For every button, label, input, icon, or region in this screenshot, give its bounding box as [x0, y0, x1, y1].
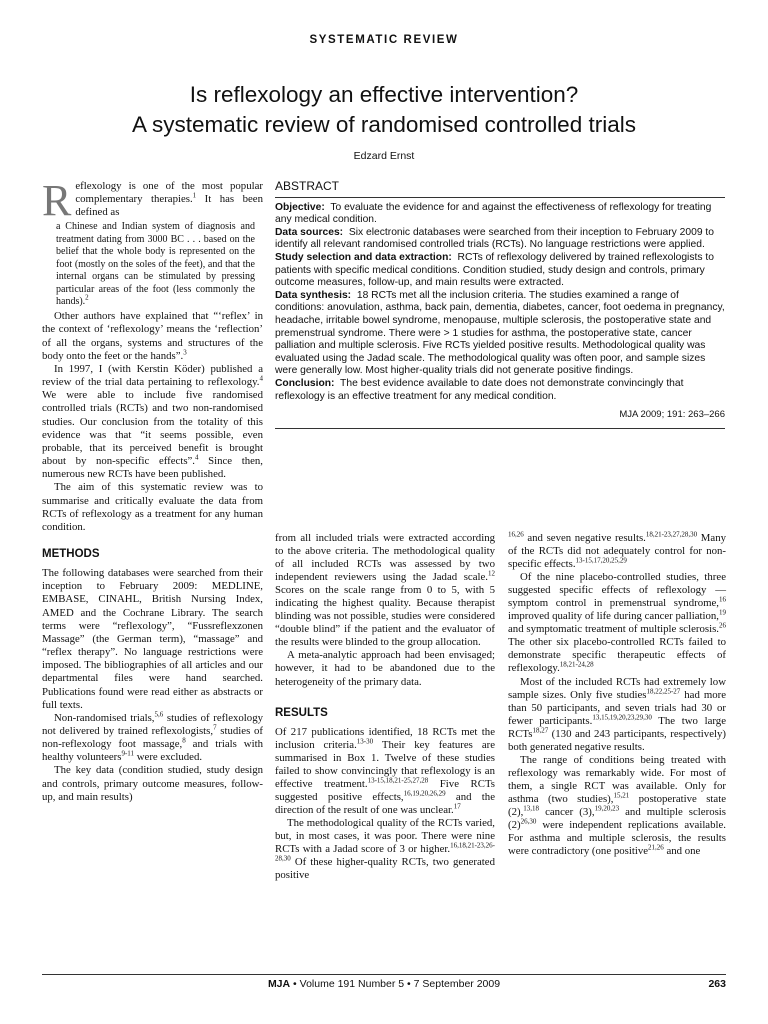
abstract-selection: Study selection and data extraction: RCTs of reflexology delivered by trained reflexologists to patients with specific medical conditions. Condition studied, study design and controls, primary outcome measures, follow-up, and main results were extracted.: [275, 251, 714, 289]
definition-quote: a Chinese and Indian system of diagnosis and treatment dating from 3000 BC . . . based on the belief that the whole body is represented on the foot (mostly on the soles of the feet), and that the internal organs can be stimulated by pressing particular areas of the foot (less commonly the hands).$^2$: [56, 221, 255, 307]
abstract-sources: Data sources: Six electronic databases were searched from their inception to February 2009 to identify all relevant randomised controlled trials (RCTs). No language restrictions were applied.: [275, 226, 715, 251]
results-paragraph-3: Of the nine placebo-controlled studies, three suggested specific effects of reflexology — symptom control in premenstrual syndrome,$^{16}$ improved quality of life during cancer palliation,$^{19}$ and symptomatic treatment of multiple sclerosis.$^{26}$ The other six placebo-controlled RCTs failed to demonstrate specific therapeutic effects of reflexology.$^{18,21-24,28}$: [508, 571, 726, 675]
methods-paragraph-2: Non-randomised trials,$^{5,6}$ studies of reflexology not delivered by trained reflexologists,$^7$ studies of non-reflexology foot massage,$^8$ and trials with healthy volunteers$^{9-11}$ were excluded.: [42, 710, 263, 764]
abstract-heading: ABSTRACT: [275, 179, 340, 193]
title-line-2: A systematic review of randomised controlled trials: [132, 112, 636, 137]
title-line-1: Is reflexology an effective intervention?: [189, 82, 579, 107]
right-column: [508, 532, 726, 858]
methods-paragraph-1: The following databases were searched from their inception to February 2009: MEDLINE, EMBASE, CINAHL, British Nursing Index, AMED and the Cochrane Library. The search terms were “reflexology”, “Fussreflexzonen Massage” (the German term), “massage” and “reflex therapy”. No language restrictions were imposed. The bibliographies of all articles and our departmental files were hand searched. Publications found were read either as abstracts or full texts.: [42, 567, 263, 711]
footer-date: 7 September 2009: [413, 978, 501, 990]
page-number: 263: [708, 978, 726, 990]
results-paragraph-5: The range of conditions being treated with reflexology was remarkably wide. For most of them, a single RCT was available. Only for asthma (two studies),$^{15,21}$ postoperative state (2),$^{13,18}$ cancer (3),$^{19,20,23}$ and multiple sclerosis $(2)^{26,30}$ were independent replications available. For asthma and multiple sclerosis, the results were contradictory (one positive$^{21,26}$ and one: [508, 753, 726, 858]
author-line: Edzard Ernst: [353, 150, 415, 162]
intro-paragraph-2: Other authors have explained that “‘reflex’ in the context of ‘reflexology’ means the ‘reflection’ of all the organs, systems and structures of the body onto the feet or the hands”.$^3$: [42, 310, 263, 362]
footer-journal-info: [0, 978, 768, 990]
footer-rule: [42, 974, 726, 975]
intro-paragraph-4: The aim of this systematic review was to summarise and critically evaluate the data from RCTs of reflexology as a treatment for any human condition.: [42, 481, 263, 533]
abstract-citation: MJA 2009; 191: 263–266: [619, 409, 725, 421]
intro-paragraph-3: In 1997, I (with Kerstin Köder) published a review of the trial data pertaining to reflexology.$^4$ We were able to include five randomised controlled trials (RCTs) and two non-randomised studies. Our conclusion from the totality of this evidence was that “it seems possible, even probable, that its perceived benefit is brought about by non-specific effects”.$^4$ Since then, numerous new RCTs have been published.: [42, 362, 263, 481]
intro-paragraph-1: Reflexology is one of the most popular complementary therapies.$^1$ It has been defined as: [42, 176, 263, 225]
drop-cap: R: [42, 176, 72, 225]
footer-bullet-1: •: [293, 978, 297, 990]
methods-heading: METHODS: [42, 547, 100, 560]
article-title: [0, 80, 768, 140]
results-heading: RESULTS: [275, 706, 328, 719]
footer-bullet-2: •: [407, 978, 411, 990]
abstract-synthesis: Data synthesis: 18 RCTs met all the inclusion criteria. The studies examined a range of conditions: anovulation, asthma, back pain, dementia, diabetes, cancer, foot oedema in pregnancy, headache, irritable bowel syndrome, menopause, multiple sclerosis, the postoperative state and premenstrual syndrome. There were > 1 studies for asthma, the postoperative state, cancer palliation and multiple sclerosis. Five RCTs yielded positive results. Methodological quality was evaluated using the Jadad scale. The methodological quality was often poor, and sample sizes were generally low. Most higher-quality trials did not generate positive findings.: [275, 289, 725, 377]
left-column: [42, 176, 263, 804]
abstract-conclusion: Conclusion: The best evidence available to date does not demonstrate convincingly that reflexology is an effective treatment for any medical condition.: [275, 377, 684, 402]
abstract-rule: [275, 197, 725, 198]
middle-column: [275, 532, 495, 882]
results-paragraph-1: Of 217 publications identified, 18 RCTs met the inclusion criteria.$^{13-30}$ Their key features are summarised in Box 1. Twelve of these studies failed to show convincingly that reflexology is an effective treatment.$^{13-15,18,21-25,27,28}$ Five RCTs suggested positive effects,$^{16,19,20,26,29}$ and the direction of the result of one was unclear.$^{17}$: [275, 725, 495, 816]
results-paragraph-2-continued: $^{16,26}$ and seven negative results.$^{18,21-23,27,28,30}$ Many of the RCTs did not adequately control for non-specific effects.$^{13-15,17,20,25,29}$: [508, 530, 726, 571]
methods-paragraph-3-continued: from all included trials were extracted according to the above criteria. The methodological quality of all included RCTs was assessed by two independent reviewers using the Jadad scale.$^{12}$ Scores on the scale range from 0 to 5, with 5 indicating the highest quality. Because therapist blinding was not possible, studies were considered “double blind” if the patient and the evaluator of the results were blinded to the group allocation.: [275, 532, 495, 649]
section-kicker: SYSTEMATIC REVIEW: [309, 34, 459, 46]
abstract-box: [275, 180, 725, 429]
journal-name: MJA: [267, 978, 291, 990]
footer-issue: Volume 191 Number 5: [299, 978, 405, 990]
methods-paragraph-3: The key data (condition studied, study design and controls, primary outcome measures, follow-up, and main results): [42, 764, 263, 803]
results-paragraph-2: The methodological quality of the RCTs varied, but, in most cases, it was poor. There were nine RCTs with a Jadad score of 3 or higher.$^{16,18,21-23,26-28,30}$ Of these higher-quality RCTs, two generated positive: [275, 816, 495, 882]
results-paragraph-4: Most of the included RCTs had extremely low sample sizes. Only five studies$^{18,22,25-27}$ had more than 50 participants, and seven trials had 30 or fewer participants.$^{13,15,19,20,23,29,30}$ The two large RCTs$^{18,27}$ (130 and 243 participants, respectively) both generated negative results.: [508, 675, 726, 753]
methods-paragraph-4: A meta-analytic approach had been envisaged; however, it had to be abandoned due to the heterogeneity of the primary data.: [275, 649, 495, 688]
abstract-objective: Objective: To evaluate the evidence for and against the effectiveness of reflexology for treating any medical condition.: [275, 201, 712, 226]
abstract-bottom-rule: [275, 428, 725, 429]
